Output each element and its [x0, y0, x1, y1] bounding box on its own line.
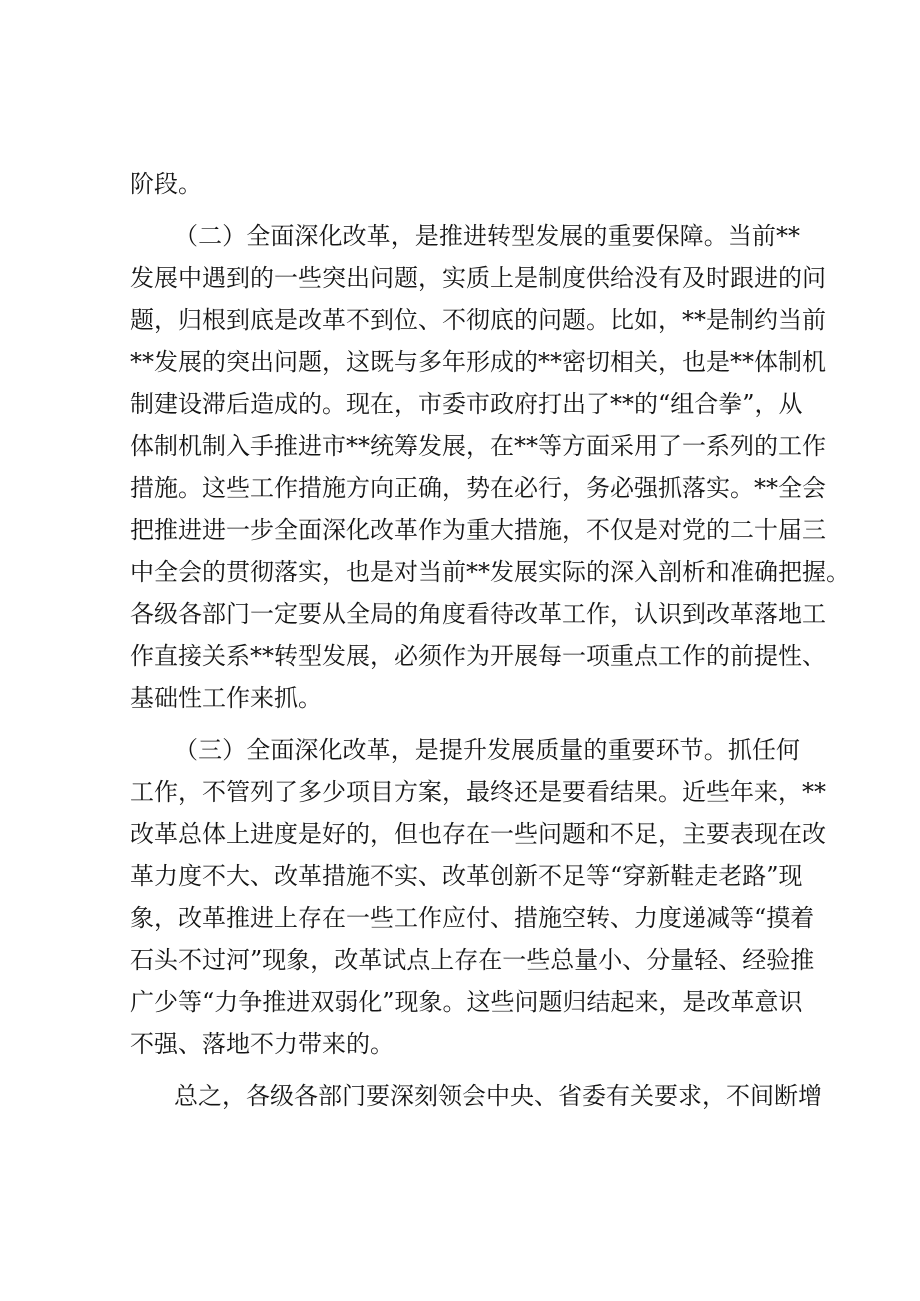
- text-line: 改革总体上进度是好的，但也存在一些问题和不足，主要表现在改: [130, 820, 826, 848]
- text-line: 措施。这些工作措施方向正确，势在必行，务必强抓落实。**全会: [130, 474, 826, 502]
- section-heading-line: （三）全面深化改革，是提升发展质量的重要环节。抓任何: [174, 736, 800, 764]
- text-line: 题，归根到底是改革不到位、不彻底的问题。比如，**是制约当前: [130, 306, 826, 334]
- text-line: 制建设滞后造成的。现在，市委市政府打出了**的“组合拳”，从: [130, 390, 803, 418]
- text-line: 发展中遇到的一些突出问题，实质上是制度供给没有及时跟进的问: [130, 264, 826, 292]
- text-line: 象，改革推进上存在一些工作应付、措施空转、力度递减等“摸着: [130, 904, 815, 932]
- text-line: 各级各部门一定要从全局的角度看待改革工作，认识到改革落地工: [130, 600, 826, 628]
- text-line: 石头不过河”现象，改革试点上存在一些总量小、分量轻、经验推: [130, 946, 815, 974]
- text-line: 工作，不管列了多少项目方案，最终还是要看结果。近些年来，**: [130, 778, 826, 806]
- text-line: 广少等“力争推进双弱化”现象。这些问题归结起来，是改革意识: [130, 988, 803, 1016]
- text-line: 不强、落地不力带来的。: [130, 1030, 394, 1058]
- text-line: 基础性工作来抓。: [130, 684, 322, 712]
- text-line: 把推进进一步全面深化改革作为重大措施，不仅是对党的二十届三: [130, 516, 826, 544]
- text-line: 革力度不大、改革措施不实、改革创新不足等“穿新鞋走老路”现: [130, 862, 803, 890]
- text-line: 中全会的贯彻落实，也是对当前**发展实际的深入剖析和准确把握。: [130, 558, 850, 586]
- section-heading-line: （二）全面深化改革，是推进转型发展的重要保障。当前**: [174, 222, 800, 250]
- text-line: 阶段。: [130, 170, 202, 198]
- text-line: **发展的突出问题，这既与多年形成的**密切相关，也是**体制机: [130, 348, 826, 376]
- text-line: 作直接关系**转型发展，必须作为开展每一项重点工作的前提性、: [130, 642, 826, 670]
- text-line: 体制机制入手推进市**统筹发展，在**等方面采用了一系列的工作: [130, 432, 826, 460]
- text-line: 总之，各级各部门要深刻领会中央、省委有关要求，不间断增: [174, 1082, 822, 1110]
